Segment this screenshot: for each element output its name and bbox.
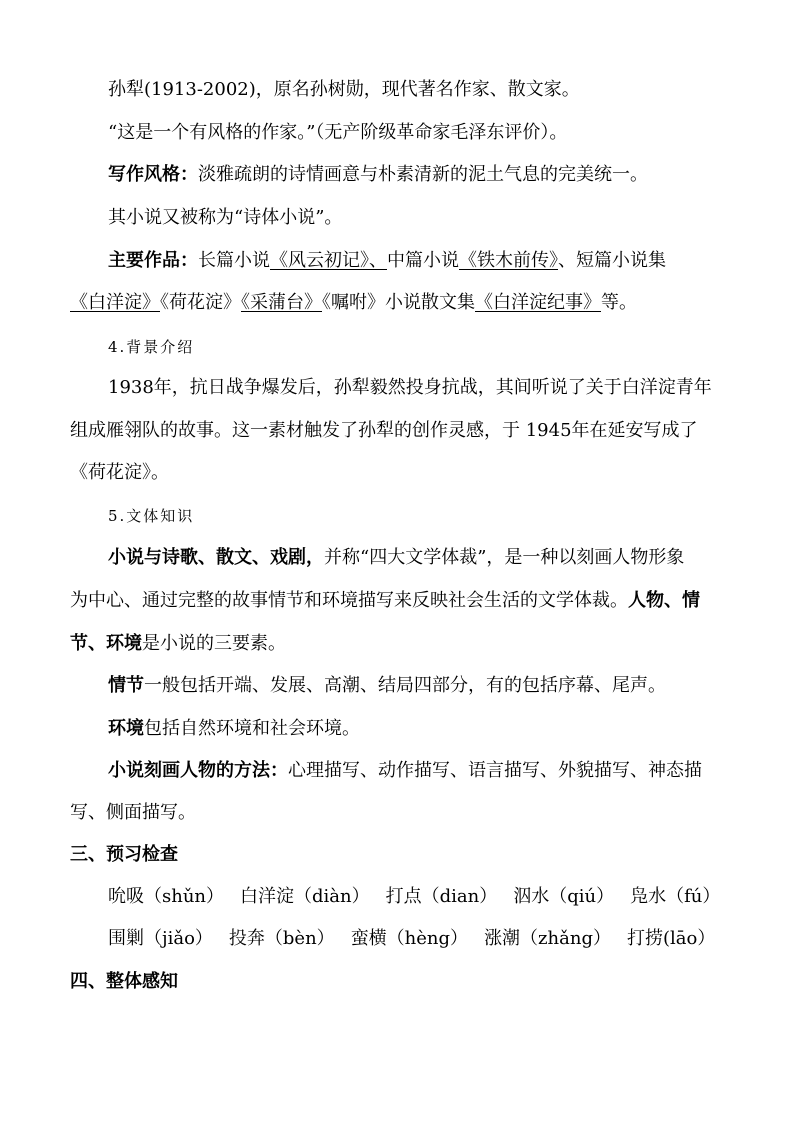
preview-row-2 [108, 927, 768, 951]
work-title: 《白洋淀》 [70, 292, 160, 313]
works-line-2 [70, 291, 730, 315]
background-heading: 4.背景介绍 [108, 338, 195, 356]
plot-bold: 情节 [108, 675, 144, 696]
background-line: 1938年，抗日战争爆发后，孙犁毅然投身抗战，其间听说了关于白洋淀青年 [108, 377, 712, 398]
method-bold: 小说刻画人物的方法： [108, 760, 288, 781]
genre-line [70, 632, 730, 656]
pinyin-item: 泅水（qiú） [513, 886, 615, 907]
method-text: 心理描写、动作描写、语言描写、外貌描写、神态描 [288, 760, 702, 781]
genre-bold: 节、环境 [70, 633, 142, 654]
work-title: 《白洋淀纪事》 [475, 292, 601, 313]
genre-bold: 人物、情 [628, 590, 700, 611]
background-line: 《荷花淀》。 [70, 462, 169, 483]
pinyin-item: 凫水（fú） [630, 886, 721, 907]
work-title: 《风云初记》、 [270, 250, 387, 271]
poetic-line: 其小说又被称为“诗体小说”。 [108, 207, 343, 228]
pinyin-item: 白洋淀（diàn） [240, 886, 370, 907]
pinyin-item: 打捞(lāo） [627, 928, 716, 949]
genre-line [70, 589, 730, 613]
genre-heading: 5.文体知识 [108, 507, 195, 525]
genre-text: 是小说的三要素。 [142, 633, 286, 654]
works-text: 、短篇小说集 [558, 250, 666, 271]
genre-text: 并称“四大文学体裁”，是一种以刻画人物形象 [324, 547, 685, 568]
method-line: 写、侧面描写。 [70, 802, 196, 823]
pinyin-item: 吮吸（shǔn） [108, 886, 225, 907]
works-label: 主要作品： [108, 250, 198, 271]
style-label: 写作风格： [108, 164, 198, 185]
style-line [108, 163, 768, 187]
method-line [108, 759, 768, 783]
quote-line: “这是一个有风格的作家。”（无产阶级革命家毛泽东评价）。 [108, 122, 568, 143]
genre-line [108, 546, 768, 570]
environment-line [108, 717, 768, 741]
plot-text: 一般包括开端、发展、高潮、结局四部分，有的包括序幕、尾声。 [144, 675, 666, 696]
genre-text: 为中心、通过完整的故事情节和环境描写来反映社会生活的文学体裁。 [70, 590, 628, 611]
pinyin-item: 投奔（bèn） [228, 928, 335, 949]
work-title: 《铁木前传》 [459, 250, 558, 271]
environment-text: 包括自然环境和社会环境。 [144, 718, 360, 739]
preview-heading: 三、预习检查 [70, 844, 178, 865]
work-title: 《嘱咐》小说散文集 [322, 292, 475, 313]
work-title: 《荷花淀》 [160, 292, 241, 313]
works-text: 中篇小说 [387, 250, 459, 271]
pinyin-item: 涨潮（zhǎng） [484, 928, 611, 949]
preview-row-1 [108, 885, 768, 909]
works-text: 等。 [601, 292, 637, 313]
style-text: 淡雅疏朗的诗情画意与朴素清新的泥土气息的完美统一。 [198, 164, 648, 185]
overall-heading: 四、整体感知 [70, 971, 178, 992]
pinyin-item: 蛮横（hèng） [350, 928, 469, 949]
pinyin-item: 打点（dian） [385, 886, 498, 907]
environment-bold: 环境 [108, 718, 144, 739]
intro-line: 孙犁(1913-2002)，原名孙树勋，现代著名作家、散文家。 [108, 79, 580, 100]
pinyin-item: 围剿（jiǎo） [108, 928, 213, 949]
plot-line [108, 674, 768, 698]
genre-bold: 小说与诗歌、散文、戏剧， [108, 547, 324, 568]
work-title: 《采蒲台》 [241, 292, 322, 313]
background-line: 组成雁翎队的故事。这一素材触发了孙犁的创作灵感，于 1945年在延安写成了 [70, 420, 698, 441]
works-line-1 [108, 249, 768, 273]
works-text: 长篇小说 [198, 250, 270, 271]
